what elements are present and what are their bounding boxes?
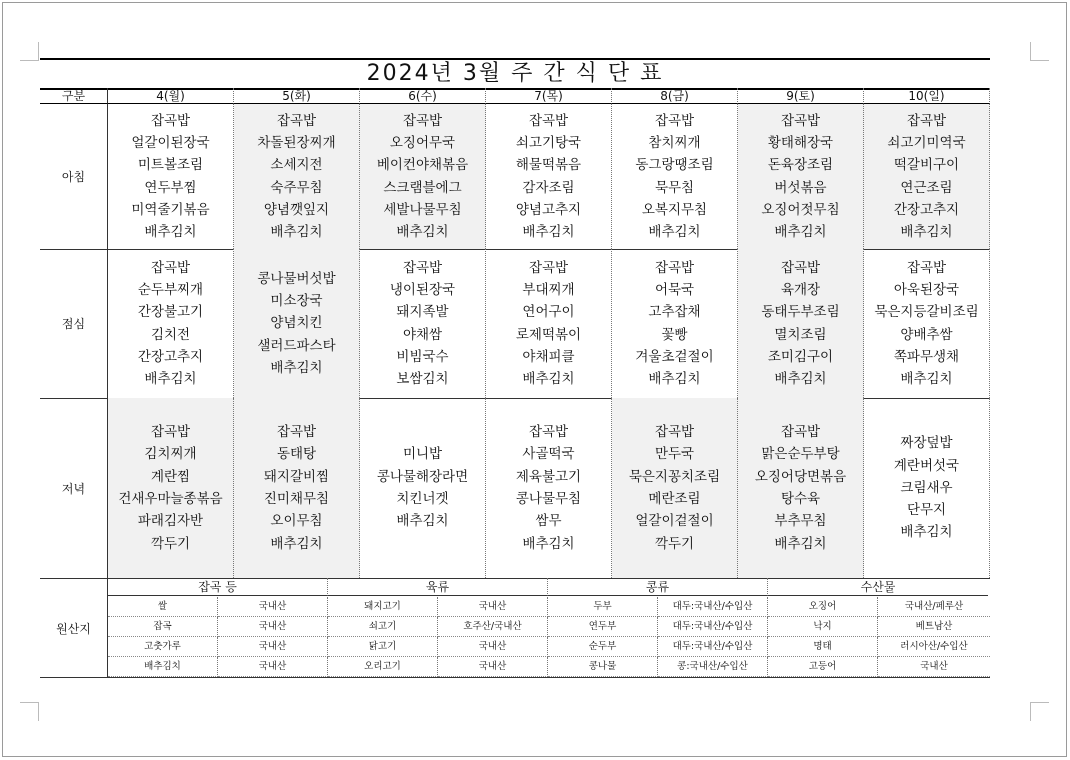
menu-item: 잡곡밥 <box>402 112 443 129</box>
page-title: 2024년 3월 주 간 식 단 표 <box>40 58 990 90</box>
menu-item: 깍두기 <box>150 535 191 552</box>
menu-item: 동태탕 <box>276 446 317 463</box>
menu-item: 배추김치 <box>648 371 701 388</box>
origin-cell: 국내산 <box>438 657 548 677</box>
menu-item: 배추김치 <box>522 371 575 388</box>
menu-cell <box>234 249 360 398</box>
origin-cell: 국내산 <box>438 597 548 617</box>
origin-cell: 쌀 <box>108 597 218 617</box>
menu-item: 콩나물버섯밥 <box>257 270 336 287</box>
menu-item: 배추김치 <box>144 371 197 388</box>
menu-item: 잡곡밥 <box>906 259 947 276</box>
origin-cell: 닭고기 <box>328 637 438 657</box>
menu-item: 샐러드파스타 <box>257 337 336 354</box>
origin-cell: 배추김치 <box>108 657 218 677</box>
origin-group-header: 육류 <box>328 578 548 596</box>
origin-cell: 두부 <box>548 597 658 617</box>
menu-item: 간장고추지 <box>893 201 960 218</box>
menu-item: 어묵국 <box>654 281 695 298</box>
menu-item: 조미김구이 <box>767 348 834 365</box>
origin-cell: 국내산 <box>218 597 328 617</box>
origin-cell: 콩나물 <box>548 657 658 677</box>
origin-group-header: 잡곡 등 <box>108 578 328 596</box>
menu-item: 잡곡밥 <box>276 424 317 441</box>
origin-cell: 오리고기 <box>328 657 438 677</box>
menu-item: 세발나물무침 <box>383 201 462 218</box>
menu-item: 탕수육 <box>780 491 821 507</box>
origin-cell: 베트남산 <box>878 617 990 637</box>
menu-item: 야채쌈 <box>402 326 443 343</box>
menu-item: 잡곡밥 <box>654 112 695 129</box>
crop-mark-top-right <box>1030 42 1049 61</box>
menu-item: 로제떡볶이 <box>515 326 582 343</box>
menu-item: 순두부찌개 <box>137 281 204 298</box>
origin-group-header: 수산물 <box>768 578 988 596</box>
origin-cell: 국내산 <box>218 617 328 637</box>
origin-cell: 연두부 <box>548 617 658 637</box>
origin-cell: 국내산 <box>438 637 548 657</box>
menu-item: 참치찌개 <box>648 134 701 151</box>
menu-item: 숙주무침 <box>270 179 323 196</box>
menu-item: 배추김치 <box>270 224 323 241</box>
menu-item: 크림새우 <box>900 479 953 496</box>
menu-item: 잡곡밥 <box>780 424 821 441</box>
day-header: 7(목) <box>486 88 612 104</box>
meal-label: 저녁 <box>40 398 108 578</box>
menu-item: 오이무침 <box>270 513 323 530</box>
menu-item: 아욱된장국 <box>893 281 960 298</box>
menu-cell <box>234 104 360 249</box>
origin-cell: 국내산 <box>218 637 328 657</box>
meal-label: 아침 <box>40 104 108 249</box>
menu-item: 묵은지등갈비조림 <box>874 304 979 321</box>
menu-item: 잡곡밥 <box>150 259 191 276</box>
meal-label: 점심 <box>40 249 108 398</box>
menu-item: 계란찜 <box>150 468 191 485</box>
menu-item: 잡곡밥 <box>150 424 191 441</box>
menu-item: 잡곡밥 <box>906 112 947 129</box>
day-header: 8(금) <box>612 88 738 104</box>
menu-item: 배추김치 <box>774 371 827 388</box>
menu-item: 간장불고기 <box>137 304 204 321</box>
menu-item: 버섯볶음 <box>774 179 827 196</box>
menu-cell <box>612 104 738 249</box>
menu-item: 잡곡밥 <box>402 259 443 276</box>
menu-cell <box>486 249 612 398</box>
origin-cell: 순두부 <box>548 637 658 657</box>
menu-item: 단무지 <box>906 502 947 519</box>
menu-item: 미소장국 <box>270 293 323 310</box>
origin-bottom-border <box>40 677 990 678</box>
menu-item: 보쌈김치 <box>396 371 449 388</box>
menu-item: 배추김치 <box>774 224 827 241</box>
menu-item: 건새우마늘종볶음 <box>118 491 223 507</box>
origin-cell: 국내산 <box>878 657 990 677</box>
menu-item: 황태해장국 <box>767 134 834 151</box>
origin-cell: 고등어 <box>768 657 878 677</box>
menu-item: 비빔국수 <box>396 348 449 365</box>
origin-cell: 낙지 <box>768 617 878 637</box>
menu-item: 배추김치 <box>144 224 197 241</box>
menu-item: 냉이된장국 <box>389 281 456 298</box>
menu-cell <box>108 104 234 249</box>
origin-group-header: 콩류 <box>548 578 768 596</box>
menu-item: 오징어당면볶음 <box>754 468 847 485</box>
menu-item: 잡곡밥 <box>276 112 317 129</box>
menu-item: 잡곡밥 <box>654 259 695 276</box>
menu-item: 연두부찜 <box>144 179 197 196</box>
menu-cell <box>612 249 738 398</box>
origin-cell: 잡곡 <box>108 617 218 637</box>
menu-item: 쌈무 <box>535 513 562 530</box>
menu-item: 쇠고기탕국 <box>515 134 582 151</box>
menu-item: 떡갈비구이 <box>893 157 960 174</box>
menu-item: 오징어젓무침 <box>761 201 840 218</box>
menu-item: 맑은순두부탕 <box>761 446 840 463</box>
menu-item: 오징어무국 <box>389 134 456 151</box>
crop-mark-bottom-right <box>1030 702 1049 721</box>
menu-item: 배추김치 <box>270 359 323 376</box>
menu-cell <box>360 398 486 578</box>
origin-cell: 호주산/국내산 <box>438 617 548 637</box>
menu-item: 소세지전 <box>270 157 323 174</box>
header-category: 구분 <box>40 88 108 104</box>
menu-cell <box>108 398 234 578</box>
menu-item: 묵은지꽁치조림 <box>628 468 721 485</box>
menu-item: 메란조림 <box>648 491 701 507</box>
origin-cell: 고춧가루 <box>108 637 218 657</box>
menu-item: 스크램블에그 <box>383 179 462 196</box>
menu-item: 얼갈이겉절이 <box>635 513 714 530</box>
day-header: 6(수) <box>360 88 486 104</box>
menu-item: 만두국 <box>654 446 695 463</box>
origin-cell: 대두:국내산/수입산 <box>658 637 768 657</box>
origin-cell: 콩:국내산/수입산 <box>658 657 768 677</box>
menu-item: 깍두기 <box>654 535 695 552</box>
menu-item: 배추김치 <box>396 224 449 241</box>
menu-item: 연근조림 <box>900 179 953 196</box>
menu-item: 치킨너겟 <box>396 491 449 507</box>
menu-item: 쪽파무생채 <box>893 348 960 365</box>
menu-item: 잡곡밥 <box>654 424 695 441</box>
menu-item: 베이컨야채볶음 <box>376 157 469 174</box>
origin-cell: 국내산 <box>218 657 328 677</box>
crop-mark-bottom-left <box>20 702 39 721</box>
menu-cell <box>612 398 738 578</box>
day-header: 10(일) <box>864 88 990 104</box>
menu-item: 김치전 <box>150 326 191 343</box>
menu-item: 쇠고기미역국 <box>887 134 966 151</box>
origin-label: 원산지 <box>40 578 108 678</box>
menu-item: 연어구이 <box>522 304 575 321</box>
origin-cell: 대두:국내산/수입산 <box>658 617 768 637</box>
menu-item: 김치찌개 <box>144 446 197 463</box>
origin-cell: 대두:국내산/수입산 <box>658 597 768 617</box>
menu-item: 짜장덮밥 <box>900 435 953 452</box>
menu-item: 계란버섯국 <box>893 457 960 474</box>
menu-item: 콩나물무침 <box>515 491 582 507</box>
menu-item: 양배추쌈 <box>900 326 953 343</box>
menu-item: 미니밥 <box>402 446 443 463</box>
day-header: 4(월) <box>108 88 234 104</box>
day-header: 9(토) <box>738 88 864 104</box>
menu-item: 꽃빵 <box>661 326 688 343</box>
menu-item: 육개장 <box>780 281 821 298</box>
menu-item: 감자조림 <box>522 179 575 196</box>
origin-cell: 국내산/페루산 <box>878 597 990 617</box>
menu-item: 잡곡밥 <box>528 424 569 441</box>
menu-item: 양념치킨 <box>270 315 323 332</box>
menu-item: 고추잡채 <box>648 304 701 321</box>
menu-item: 간장고추지 <box>137 348 204 365</box>
menu-cell <box>864 104 990 249</box>
menu-item: 부대찌개 <box>522 281 575 298</box>
menu-item: 잡곡밥 <box>780 112 821 129</box>
menu-item: 콩나물해장라면 <box>376 468 469 485</box>
menu-item: 배추김치 <box>900 371 953 388</box>
menu-item: 차돌된장찌개 <box>257 134 336 151</box>
origin-cell: 러시아산/수입산 <box>878 637 990 657</box>
crop-mark-top-left <box>20 42 39 61</box>
menu-item: 양념깻잎지 <box>263 201 330 218</box>
menu-item: 배추김치 <box>522 535 575 552</box>
menu-cell <box>738 104 864 249</box>
menu-cell <box>486 398 612 578</box>
menu-item: 진미채무침 <box>263 491 330 507</box>
origin-cell: 돼지고기 <box>328 597 438 617</box>
menu-item: 배추김치 <box>900 224 953 241</box>
menu-cell <box>738 398 864 578</box>
menu-cell <box>360 104 486 249</box>
menu-item: 배추김치 <box>522 224 575 241</box>
menu-cell <box>234 398 360 578</box>
menu-item: 멸치조림 <box>774 326 827 343</box>
menu-item: 배추김치 <box>648 224 701 241</box>
menu-item: 얼갈이된장국 <box>131 134 210 151</box>
menu-item: 파래김자반 <box>137 513 204 530</box>
menu-item: 잡곡밥 <box>780 259 821 276</box>
day-header: 5(화) <box>234 88 360 104</box>
menu-item: 해물떡볶음 <box>515 157 582 174</box>
menu-item: 야채피클 <box>522 348 575 365</box>
menu-item: 잡곡밥 <box>528 259 569 276</box>
origin-cell: 쇠고기 <box>328 617 438 637</box>
menu-item: 배추김치 <box>396 513 449 530</box>
menu-item: 잡곡밥 <box>150 112 191 129</box>
menu-item: 미역줄기볶음 <box>131 201 210 218</box>
menu-item: 배추김치 <box>774 535 827 552</box>
menu-item: 돼지족발 <box>396 304 449 321</box>
menu-cell <box>108 249 234 398</box>
menu-item: 묵무침 <box>654 179 695 196</box>
menu-cell <box>738 249 864 398</box>
menu-item: 동그랑땡조림 <box>635 157 714 174</box>
menu-item: 배추김치 <box>900 524 953 541</box>
menu-item: 사골떡국 <box>522 446 575 463</box>
menu-item: 미트볼조림 <box>137 157 204 174</box>
menu-item: 오복지무침 <box>641 201 708 218</box>
menu-cell <box>864 249 990 398</box>
origin-cell: 오징어 <box>768 597 878 617</box>
menu-item: 제육불고기 <box>515 468 582 485</box>
menu-item: 돈육장조림 <box>767 157 834 174</box>
origin-cell: 명태 <box>768 637 878 657</box>
menu-item: 겨울초겉절이 <box>635 348 714 365</box>
menu-item: 잡곡밥 <box>528 112 569 129</box>
menu-item: 배추김치 <box>270 535 323 552</box>
menu-item: 부추무침 <box>774 513 827 530</box>
menu-item: 양념고추지 <box>515 201 582 218</box>
menu-item: 동태두부조림 <box>761 304 840 321</box>
menu-cell <box>864 398 990 578</box>
menu-cell <box>486 104 612 249</box>
menu-item: 돼지갈비찜 <box>263 468 330 485</box>
menu-cell <box>360 249 486 398</box>
